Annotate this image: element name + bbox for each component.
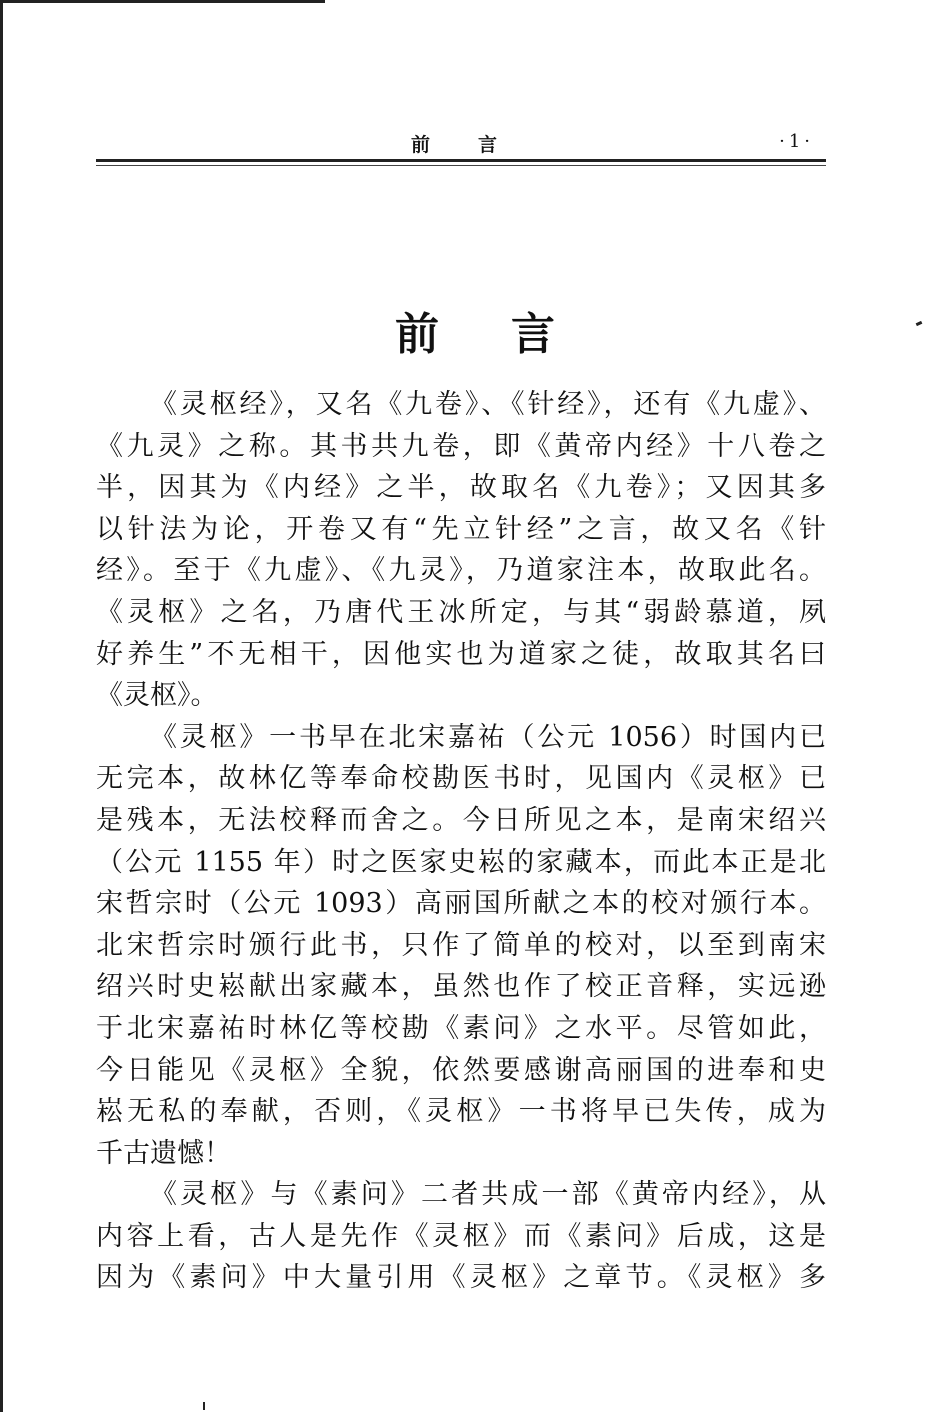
text-line: 无完本，故林亿等奉命校勘医书时，见国内《灵枢》已	[96, 763, 826, 795]
text-line: 《灵枢》之名，乃唐代王冰所定，与其“弱龄慕道，夙	[96, 596, 826, 628]
text-line: 内容上看，古人是先作《灵枢》而《素问》后成，这是	[96, 1220, 826, 1252]
text-line: 《灵枢经》，又名《九卷》、《针经》，还有《九虚》、	[150, 389, 826, 420]
page-number: ·1·	[779, 131, 814, 152]
body-text	[96, 384, 826, 1299]
text-line: 以针法为论，开卷又有“先立针经”之言，故又名《针	[96, 513, 826, 545]
scan-edge-left	[0, 0, 3, 1412]
running-title: 前言	[411, 134, 546, 156]
text-line: 绍兴时史崧献出家藏本，虽然也作了校正音释，实远逊	[96, 971, 826, 1003]
text-line: （公元 1155 年）时之医家史崧的家藏本，而此本正是北	[96, 846, 826, 878]
header-rule-thick	[96, 159, 826, 162]
text-line: 半，因其为《内经》之半，故取名《九卷》；又因其多	[96, 472, 826, 504]
running-header	[96, 128, 826, 168]
text-line: 崧无私的奉献，否则，《灵枢》一书将早已失传，成为	[96, 1096, 826, 1128]
text-line: 宋哲宗时（公元 1093）高丽国所献之本的校对颁行本。	[96, 888, 826, 920]
chapter-title: 前言	[395, 309, 627, 360]
header-rule-thin	[96, 165, 826, 166]
text-line: 《灵枢》一书早在北宋嘉祐（公元 1056）时国内已	[150, 721, 826, 753]
text-line: 千古遗憾！	[96, 1137, 231, 1169]
text-line: 是残本，无法校释而舍之。今日所见之本，是南宋绍兴	[96, 804, 826, 836]
text-line: 因为《素问》中大量引用《灵枢》之章节。《灵枢》多	[96, 1262, 826, 1294]
scan-speck	[203, 1402, 205, 1410]
text-line: 经》。至于《九虚》、《九灵》，乃道家注本，故取此名。	[96, 555, 826, 587]
text-line: 北宋哲宗时颁行此书，只作了简单的校对，以至到南宋	[96, 929, 826, 961]
text-line: 《九灵》之称。其书共九卷，即《黄帝内经》十八卷之	[96, 430, 826, 462]
text-line: 好养生”不无相干，因他实也为道家之徒，故取其名曰	[96, 638, 826, 670]
text-line: 《灵枢》。	[96, 680, 218, 712]
scan-edge-top	[0, 0, 325, 3]
text-line: 《灵枢》与《素问》二者共成一部《黄帝内经》，从	[150, 1179, 826, 1211]
text-line: 今日能见《灵枢》全貌，依然要感谢高丽国的进奉和史	[96, 1054, 826, 1086]
text-line: 于北宋嘉祐时林亿等校勘《素问》之水平。尽管如此，	[96, 1012, 826, 1044]
